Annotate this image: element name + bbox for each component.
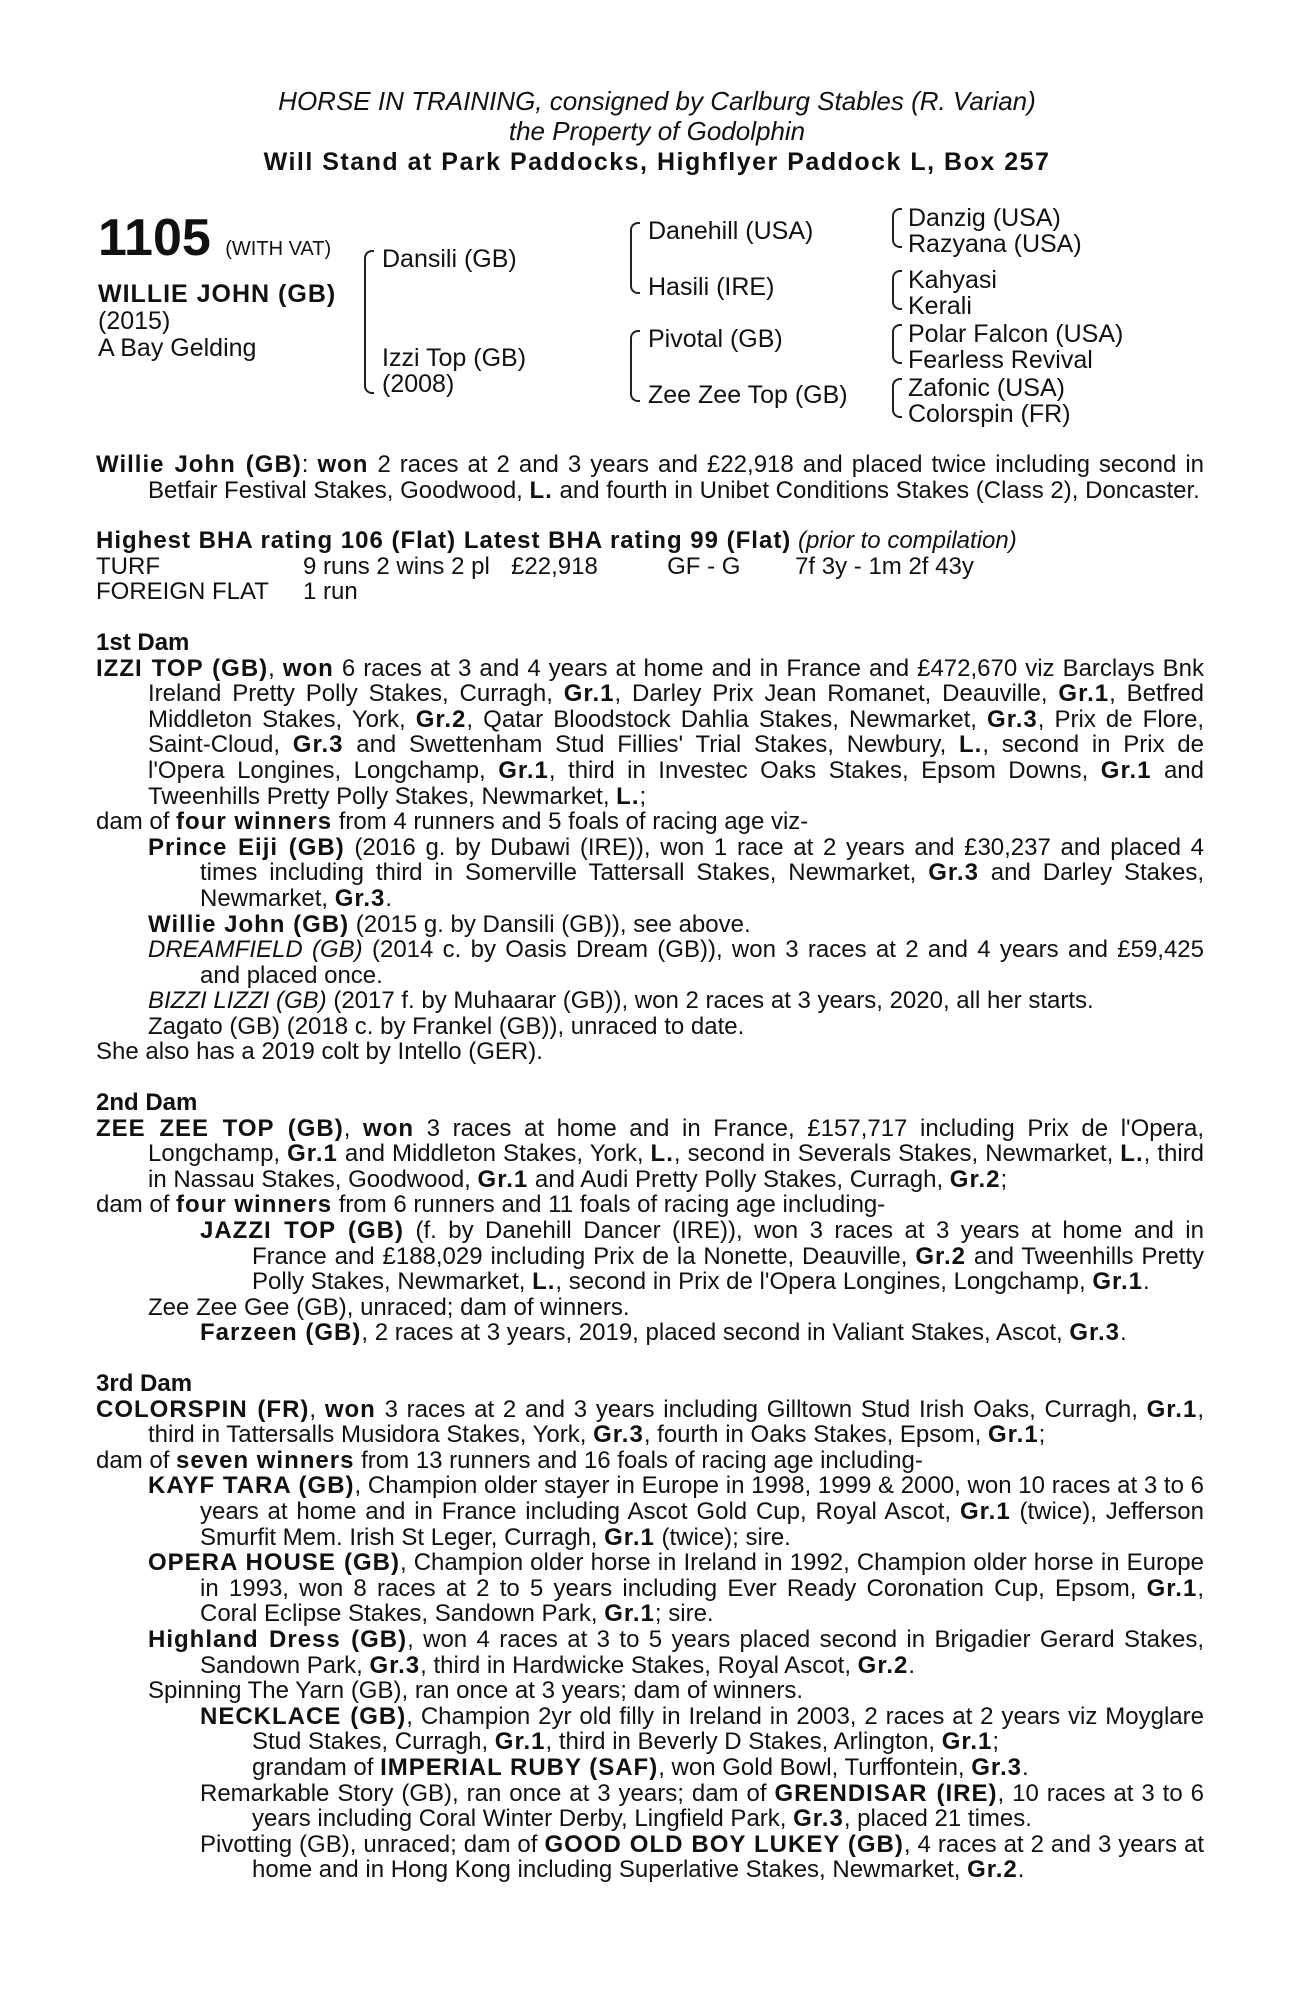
pedigree-ddd: Colorspin (FR) (908, 400, 1071, 428)
header-location: Will Stand at Park Paddocks, Highflyer Paddock L, Box 257 (263, 148, 1051, 176)
dam3-grandprogeny-2: Remarkable Story (GB), ran once at 3 years; dam of GRENDISAR (IRE), 10 races at 3 to 6 years including Coral Winter Derby, Lingfield Park, Gr.3, placed 21 times. (200, 1779, 1205, 1833)
pedigree-sds: Kahyasi (908, 266, 997, 294)
rating-line: Highest BHA rating 106 (Flat) Latest BHA rating 99 (Flat) (prior to compilation) (96, 527, 1017, 555)
pedigree-sire: Dansili (GB) (382, 245, 517, 273)
pedigree-brace-2 (630, 222, 640, 294)
summary-paragraph: Willie John (GB): won 2 races at 2 and 3 years and £22,918 and placed twice including second in Betfair Festival Stakes, Goodwood, L. and fourth in Unibet Conditions Stakes (Class 2), Doncaster. (96, 451, 1204, 504)
pedigree-brace-7 (892, 378, 902, 418)
dam3-progeny-3: Highland Dress (GB), won 4 races at 3 to 5 years placed second in Brigadier Gerard Stakes, Sandown Park, Gr.3, third in Hardwicke Stakes, Royal Ascot, Gr.2. (148, 1625, 1204, 1679)
dam1-progeny-3: DREAMFIELD (GB) (2014 c. by Oasis Dream (GB)), won 3 races at 2 and 4 years and £59,425 and placed once. (148, 936, 1205, 989)
pedigree-ssd: Razyana (USA) (908, 230, 1082, 258)
dam2-heading: 2nd Dam (96, 1089, 198, 1117)
dam1-produce-summary: dam of four winners from 4 runners and 5 foals of racing age viz- (96, 808, 809, 836)
header-property: the Property of Godolphin (508, 116, 806, 146)
dam1-foal-note: She also has a 2019 colt by Intello (GER). (96, 1038, 543, 1066)
pedigree-sdd: Kerali (908, 292, 972, 320)
lot-number: 1105 (WITH VAT) (98, 209, 332, 267)
dam1-heading: 1st Dam (96, 628, 190, 656)
pedigree-brace-6 (892, 324, 902, 364)
pedigree-sss: Danzig (USA) (908, 204, 1061, 232)
pedigree-ds: Pivotal (GB) (648, 325, 783, 353)
dam1-record: IZZI TOP (GB), won 6 races at 3 and 4 years at home and in France and £472,670 viz Barclays Bnk Ireland Pretty Polly Stakes, Curragh, Gr.1, Darley Prix Jean Romanet, Deauville, Gr.1, Betfred Middleton Stakes, York, Gr.2, Qatar Bloodstock Dahlia Stakes, Newmarket, Gr.3, Prix de Flore, Saint-Cloud, Gr.3 and Swettenham Stud Fillies' Trial Stakes, Newbury, L., second in Prix de l'Opera Longines, Longchamp, Gr.1, third in Investec Oaks Stakes, Epsom Downs, Gr.1 and Tweenhills Pretty Polly Stakes, Newmarket, L.; (96, 654, 1205, 810)
pedigree-sd: Hasili (IRE) (648, 273, 775, 301)
dam3-record: COLORSPIN (FR), won 3 races at 2 and 3 years including Gilltown Stud Irish Oaks, Curragh, Gr.1, third in Tattersalls Musidora Stakes, York, Gr.3, fourth in Oaks Stakes, Epsom, Gr.1; (96, 1395, 1204, 1449)
dam3-grandprogeny-3: Pivotting (GB), unraced; dam of GOOD OLD BOY LUKEY (GB), 4 races at 2 and 3 years at home and in Hong Kong including Superlative Stakes, Newmarket, Gr.2. (200, 1830, 1204, 1884)
pedigree-ss: Danehill (USA) (648, 217, 814, 245)
dam1-progeny-4: BIZZI LIZZI (GB) (2017 f. by Muhaarar (GB)), won 2 races at 3 years, 2020, all her starts. (148, 987, 1094, 1015)
dam3-grandprogeny-1: NECKLACE (GB), Champion 2yr old filly in Ireland in 2003, 2 races at 2 years viz Moyglare Stud Stakes, Curragh, Gr.1, third in Beverly D Stakes, Arlington, Gr.1; grandam of IMPERIAL RUBY (SAF), won Gold Bowl, Turffontein, Gr.3. (200, 1702, 1204, 1781)
pedigree-dam: Izzi Top (GB) (382, 344, 527, 372)
vat-note: (WITH VAT) (225, 238, 332, 260)
dam2-record: ZEE ZEE TOP (GB), won 3 races at home and in France, £157,717 including Prix de l'Opera, Longchamp, Gr.1 and Middleton Stakes, York, L., second in Severals Stakes, Newmarket, L., third in Nassau Stakes, Goodwood, Gr.1 and Audi Pretty Polly Stakes, Curragh, Gr.2; (96, 1114, 1205, 1193)
dam1-progeny-1: Prince Eiji (GB) (2016 g. by Dubawi (IRE)), won 1 race at 2 years and £30,237 and placed 4 times including third in Somerville Tattersall Stakes, Newmarket, Gr.3 and Darley Stakes, Newmarket, Gr.3. (148, 833, 1205, 912)
dam3-heading: 3rd Dam (96, 1370, 193, 1397)
header-consignor: HORSE IN TRAINING, consigned by Carlburg Stables (R. Varian) (278, 86, 1036, 116)
dam1-progeny-2: Willie John (GB) (2015 g. by Dansili (GB)), see above. (148, 910, 751, 938)
pedigree-dss: Polar Falcon (USA) (908, 320, 1124, 348)
pedigree-dam-year: (2008) (382, 370, 455, 398)
foreign-record: FOREIGN FLAT 1 run (96, 578, 358, 606)
turf-record: TURF 9 runs 2 wins 2 pl £22,918 GF - G 7f 3y - 1m 2f 43y (96, 552, 974, 580)
pedigree-brace-1 (364, 250, 374, 394)
horse-name: WILLIE JOHN (GB) (98, 280, 337, 308)
dam1-progeny-5: Zagato (GB) (2018 c. by Frankel (GB)), unraced to date. (148, 1012, 745, 1040)
pedigree-dsd: Fearless Revival (908, 346, 1093, 374)
dam3-progeny-1: KAYF TARA (GB), Champion older stayer in Europe in 1998, 1999 & 2000, won 10 races at 3 to 6 years at home and in France including Ascot Gold Cup, Royal Ascot, Gr.1 (twice), Jefferson Smurfit Mem. Irish St Leger, Curragh, Gr.1 (twice); sire. (148, 1472, 1204, 1551)
horse-description: A Bay Gelding (98, 334, 257, 362)
pedigree-brace-5 (892, 270, 902, 310)
pedigree-brace-4 (892, 208, 902, 248)
dam2-produce-summary: dam of four winners from 6 runners and 11 foals of racing age including- (96, 1191, 886, 1219)
dam3-progeny-2: OPERA HOUSE (GB), Champion older horse in Ireland in 1992, Champion older horse in Europe in 1993, won 8 races at 2 to 5 years including Ever Ready Coronation Cup, Epsom, Gr.1, Coral Eclipse Stakes, Sandown Park, Gr.1; sire. (148, 1549, 1205, 1628)
dam3-produce-summary: dam of seven winners from 13 runners and 16 foals of racing age including- (96, 1446, 923, 1474)
catalogue-content (96, 452, 1204, 1883)
pedigree-dd: Zee Zee Top (GB) (648, 381, 848, 409)
dam2-progeny-2: Zee Zee Gee (GB), unraced; dam of winners. (148, 1293, 630, 1321)
dam2-progeny-3: Farzeen (GB), 2 races at 3 years, 2019, placed second in Valiant Stakes, Ascot, Gr.3. (200, 1319, 1127, 1347)
pedigree-dds: Zafonic (USA) (908, 374, 1065, 402)
foaling-year: (2015) (98, 307, 171, 335)
dam3-progeny-4: Spinning The Yarn (GB), ran once at 3 years; dam of winners. (148, 1677, 804, 1705)
dam2-progeny-1: JAZZI TOP (GB) (f. by Danehill Dancer (IRE)), won 3 races at 3 years at home and in France and £188,029 including Prix de la Nonette, Deauville, Gr.2 and Tweenhills Pretty Polly Stakes, Newmarket, L., second in Prix de l'Opera Longines, Longchamp, Gr.1. (200, 1217, 1204, 1296)
pedigree-brace-3 (630, 330, 640, 402)
